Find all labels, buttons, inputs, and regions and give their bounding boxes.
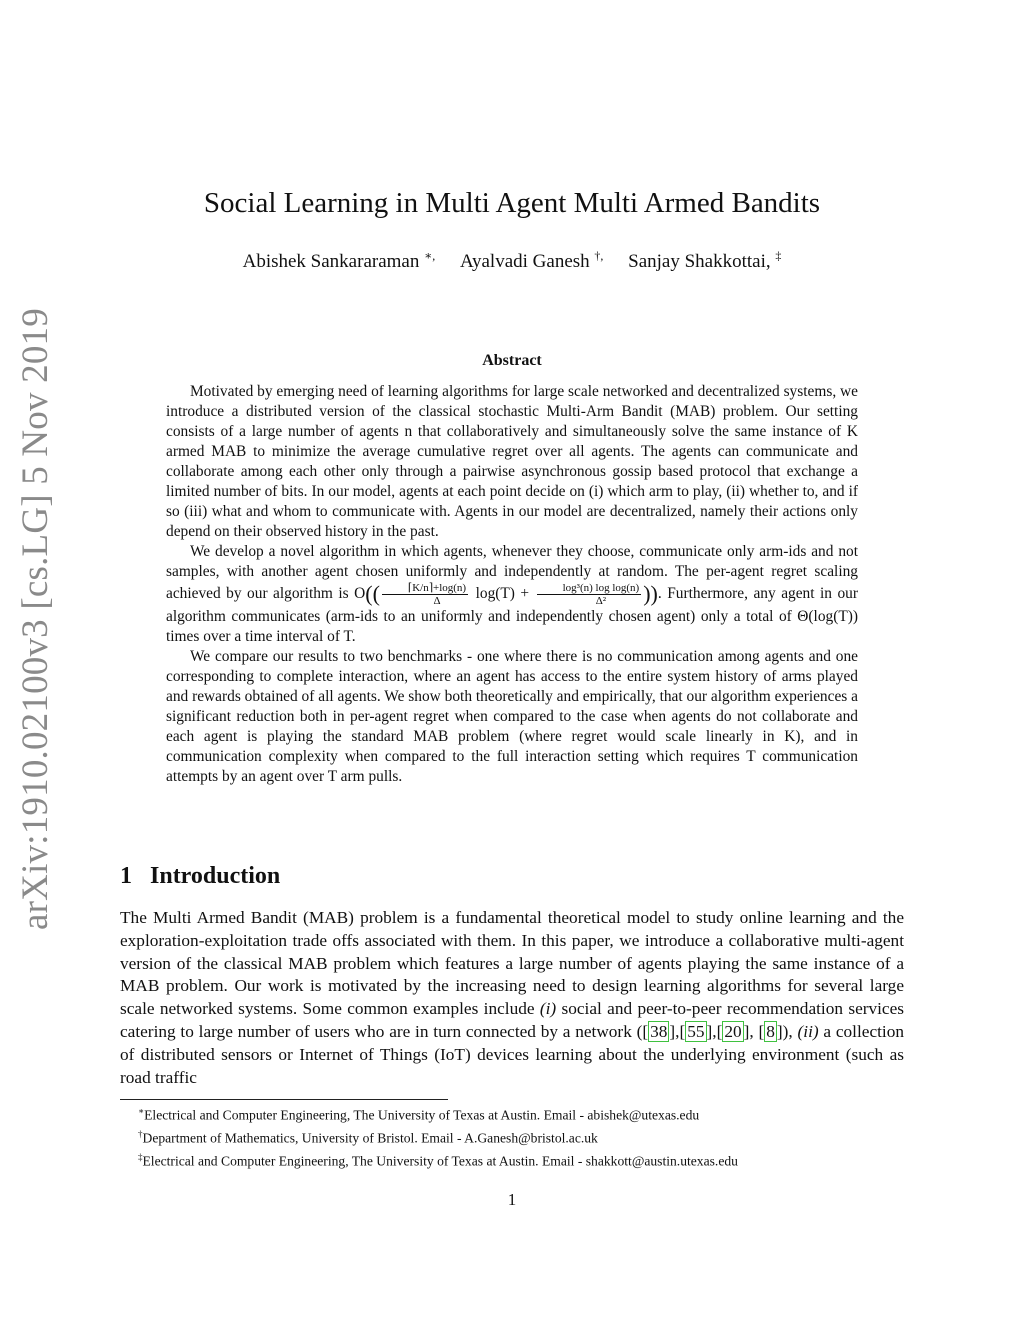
fraction-2-numerator: log³(n) log log(n) [537, 582, 642, 595]
arxiv-identifier: arXiv:1910.02100v3 [cs.LG] 5 Nov 2019 [15, 308, 56, 930]
fraction-1-numerator: ⌈K/n⌉+log(n) [382, 582, 468, 595]
footnote-divider [120, 1099, 448, 1100]
citation-link-55[interactable]: 55 [687, 1021, 705, 1041]
footnote-1 [120, 1102, 920, 1125]
footnote-3-text: Electrical and Computer Engineering, The University of Texas at Austin. Email - shakkott@austin.utexas.edu [142, 1153, 738, 1169]
author-2 [460, 251, 603, 272]
section-title: Introduction [150, 863, 281, 889]
author-3 [628, 251, 781, 272]
section-heading-introduction [120, 861, 280, 891]
footnote-3 [120, 1148, 920, 1171]
author-2-name: Ayalvadi Ganesh [460, 251, 590, 273]
abstract-body [166, 382, 858, 787]
fraction-1-denominator: Δ [433, 595, 441, 607]
citation-link-8[interactable]: 8 [766, 1021, 775, 1041]
author-3-name: Sanjay Shakkottai, [628, 251, 771, 273]
footnote-3-mark: ‡ [138, 1152, 143, 1163]
intro-item-ii: (ii) [797, 1021, 819, 1041]
footnote-2 [120, 1125, 920, 1148]
author-2-mark: †, [594, 249, 604, 263]
intro-sep-2: ],[ [706, 1021, 723, 1041]
abstract-heading: Abstract [482, 352, 542, 369]
intro-sep-1: ],[ [669, 1021, 686, 1041]
footnote-1-mark: ∗ [138, 1106, 145, 1116]
intro-paragraph [120, 907, 904, 1089]
intro-text-2: social and peer-to-peer recommendation services catering to large number of users who are in turn connected by a network ([ [120, 999, 905, 1041]
abstract-paragraph-1: Motivated by emerging need of learning algorithms for large scale networked and decentralized systems, we introduce a distributed version of the classical stochastic Multi-Arm Bandit (MAB) problem. Our setting consists of a large number of agents n that collaboratively and simultaneously solve the same instance of K armed MAB to minimize the average cumulative regret over all agents. The agents can communicate and collaborate among each other only through a pairwise asynchronous gossip based protocol that exchange a limited number of bits. In our model, agents at each point decide on (i) which arm to play, (ii) whether to, and if so (iii) what and whom to communicate with. Agents in our model are decentralized, namely their actions only depend on their observed history in the past. [166, 383, 858, 540]
section-number: 1 [120, 863, 132, 889]
abstract-paragraph-2: We develop a novel algorithm in which agents, whenever they choose, communicate only arm-ids and not samples, with another agent chosen uniformly and independently at random. The per-agent regret scaling achieved by our algorithm is O(( $\frac{⌈K/n⌉+\log(n)}{\Delta}$ log(T) + $\frac{\text{log³(n) log log(n)}}{\text{Δ²}}$ )). Furthermore, any agent in our algorithm communicates (arm-ids to an uniformly and independently chosen agent) only a total of Θ(log(T)) times over a time interval of T. [166, 543, 858, 645]
footnote-2-mark: † [138, 1129, 143, 1140]
footnotes [120, 1102, 920, 1171]
author-1-mark: ∗, [424, 249, 436, 263]
intro-text-1: The Multi Armed Bandit (MAB) problem is a fundamental theoretical model to study online learning and the exploration-exploitation trade offs associated with them. In this paper, we introduce a collaborative multi-agent version of the classical MAB problem which features a large number of agents playing the same instance of a MAB problem. Our work is motivated by the increasing need to design learning algorithms for several large scale networked systems. Some common examples include [120, 908, 904, 1019]
regret-fraction-2 [537, 582, 642, 607]
abstract-paragraph-3: We compare our results to two benchmarks - one where there is no communication among agents and one corresponding to complete interaction, where an agent has access to the entire system history of arms played and rewards obtained of all agents. We show both theoretically and empirically, that our algorithm experiences a significant reduction both in per-agent regret when compared to the case when agents do not collaborate and each agent is playing the standard MAB problem (where regret would scale linearly in K), and in communication complexity when compared to the full interaction setting which requires T communication attempts by an agent over T arm pulls. [166, 648, 858, 785]
intro-text-4: a collection of distributed sensors or Internet of Things (IoT) devices learning about the underlying environment (such as road traffic [120, 1021, 904, 1087]
footnote-1-text: Electrical and Computer Engineering, The University of Texas at Austin. Email - abishek@utexas.edu [144, 1107, 700, 1123]
intro-sep-3: ], [ [743, 1021, 765, 1041]
abstract-p2-start: We develop a novel algorithm in which agents, whenever they choose, communicate only arm-ids and not samples, with another agent chosen uniformly and independently at random. The per-agent regret scaling achieved by our algorithm is O [166, 543, 858, 603]
intro-text-3: ]), [776, 1021, 798, 1041]
log-t-term: log(T) + [475, 585, 530, 603]
abstract-p2-end: . Furthermore, any agent in our algorithm communicates (arm-ids to an uniformly and independently chosen agent) only a total of Θ(log(T)) times over a time interval of T. [166, 585, 858, 645]
page-number: 1 [507, 1190, 517, 1209]
fraction-2-denominator: Δ² [595, 595, 607, 607]
author-1 [243, 251, 436, 272]
intro-item-i: (i) [539, 999, 557, 1019]
author-3-mark: ‡ [775, 249, 782, 263]
regret-fraction-1 [382, 582, 468, 607]
paper-title: Social Learning in Multi Agent Multi Armed Bandits [203, 187, 821, 219]
citation-link-38[interactable]: 38 [650, 1021, 668, 1041]
footnote-2-text: Department of Mathematics, University of Bristol. Email - A.Ganesh@bristol.ac.uk [142, 1130, 598, 1146]
author-list [0, 243, 1024, 275]
citation-link-20[interactable]: 20 [724, 1021, 742, 1041]
author-1-name: Abishek Sankararaman [242, 251, 420, 273]
